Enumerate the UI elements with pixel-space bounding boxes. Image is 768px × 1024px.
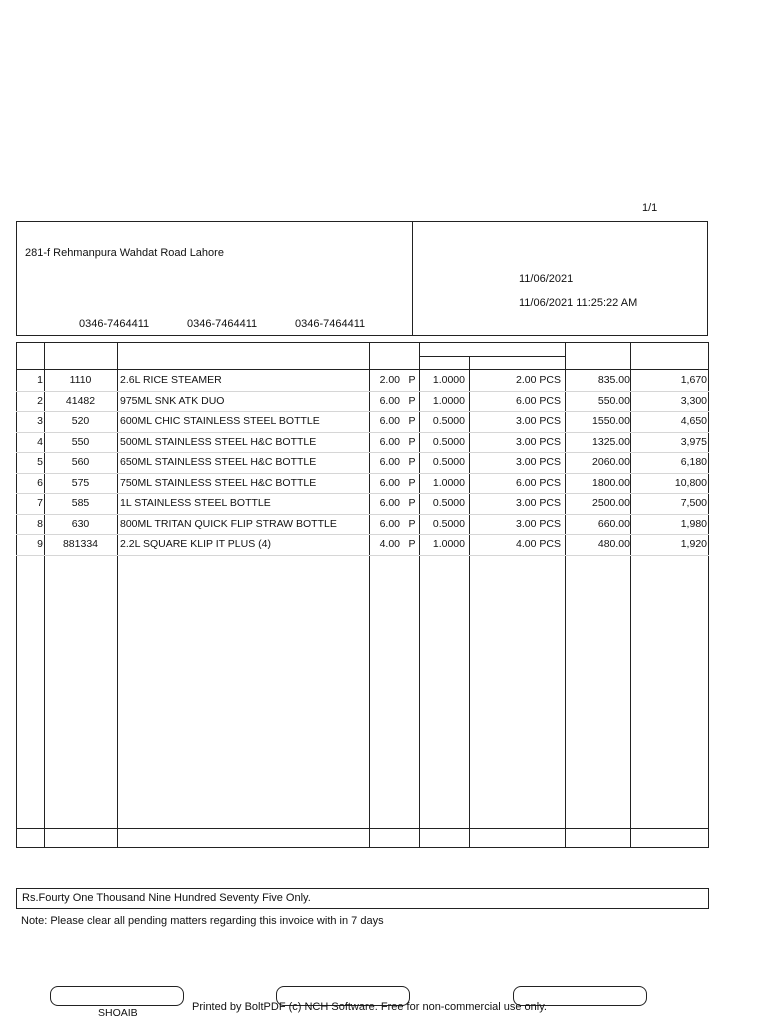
rate-cell: 550.00 — [597, 394, 630, 407]
item-description-cell: 650ML STAINLESS STEEL H&C BOTTLE — [120, 456, 317, 468]
item-description-cell: 600ML CHIC STAINLESS STEEL BOTTLE — [120, 415, 320, 427]
unit-cell: P — [408, 456, 416, 468]
unit-cell: P — [408, 415, 416, 427]
amount-cell: 10,800 — [674, 476, 707, 489]
amount-in-words: Rs.Fourty One Thousand Nine Hundred Seventy Five Only. — [16, 888, 709, 909]
printed-by-footer: Printed by BoltPDF (c) NCH Software. Free for non-commercial use only. — [192, 1001, 547, 1013]
item-description-cell: 2.6L RICE STEAMER — [120, 374, 222, 386]
quantity-cell: 2.00 — [379, 374, 400, 386]
factor-cell: 1.0000 — [432, 394, 465, 407]
serial-number-cell: 2 — [37, 394, 43, 407]
factor-cell: 1.0000 — [432, 374, 465, 386]
serial-number-cell: 8 — [37, 517, 43, 530]
rate-cell: 1550.00 — [592, 415, 630, 427]
serial-number-cell: 1 — [37, 374, 43, 386]
unit-cell: P — [408, 476, 416, 489]
item-description-cell: 500ML STAINLESS STEEL H&C BOTTLE — [120, 435, 317, 448]
item-code-cell: 520 — [71, 415, 90, 427]
quantity-cell: 6.00 — [379, 476, 400, 489]
unit-cell: P — [408, 517, 416, 530]
quantity-cell: 6.00 — [379, 435, 400, 448]
item-code-cell: 41482 — [65, 394, 96, 407]
table-row — [16, 493, 709, 513]
header-subdivider — [419, 356, 565, 357]
phone-number: 0346-7464411 — [295, 318, 366, 330]
serial-number-cell: 6 — [37, 476, 43, 489]
table-row — [16, 411, 709, 431]
payment-note: Note: Please clear all pending matters regarding this invoice with in 7 days — [21, 915, 384, 927]
item-description-cell: 2.2L SQUARE KLIP IT PLUS (4) — [120, 538, 271, 550]
pieces-cell: 6.00 PCS — [516, 476, 561, 489]
factor-cell: 0.5000 — [432, 456, 465, 468]
unit-cell: P — [408, 497, 416, 509]
unit-cell: P — [408, 538, 416, 550]
pieces-cell: 3.00 PCS — [516, 415, 561, 427]
amount-cell: 1,920 — [680, 538, 707, 550]
rate-cell: 2060.00 — [592, 456, 630, 468]
invoice-datetime: 11/06/2021 11:25:22 AM — [519, 297, 638, 309]
pieces-cell: 3.00 PCS — [516, 517, 561, 530]
table-row — [16, 370, 709, 390]
phone-numbers — [79, 318, 409, 330]
pieces-cell: 4.00 PCS — [516, 538, 561, 550]
table-row — [16, 391, 709, 411]
rate-cell: 480.00 — [597, 538, 630, 550]
item-code-cell: 575 — [71, 476, 90, 489]
row-separator — [16, 555, 709, 556]
factor-cell: 1.0000 — [432, 476, 465, 489]
rate-cell: 1325.00 — [592, 435, 630, 448]
factor-cell: 0.5000 — [432, 497, 465, 509]
item-code-cell: 630 — [71, 517, 90, 530]
serial-number-cell: 9 — [37, 538, 43, 550]
unit-cell: P — [408, 435, 416, 448]
rate-cell: 660.00 — [597, 517, 630, 530]
header-divider — [412, 221, 413, 336]
factor-cell: 1.0000 — [432, 538, 465, 550]
factor-cell: 0.5000 — [432, 517, 465, 530]
phone-number: 0346-7464411 — [79, 318, 150, 330]
table-total-row-top — [16, 828, 709, 829]
amount-cell: 1,670 — [680, 374, 707, 386]
signatory-name: SHOAIB — [98, 1007, 138, 1019]
amount-cell: 3,975 — [680, 435, 707, 448]
serial-number-cell: 5 — [37, 456, 43, 468]
quantity-cell: 6.00 — [379, 497, 400, 509]
pieces-cell: 3.00 PCS — [516, 435, 561, 448]
table-row — [16, 432, 709, 452]
table-row — [16, 473, 709, 493]
item-code-cell: 881334 — [62, 538, 99, 550]
pieces-cell: 2.00 PCS — [516, 374, 561, 386]
phone-number: 0346-7464411 — [187, 318, 258, 330]
serial-number-cell: 3 — [37, 415, 43, 427]
amount-cell: 7,500 — [680, 497, 707, 509]
pieces-cell: 3.00 PCS — [516, 497, 561, 509]
amount-cell: 1,980 — [680, 517, 707, 530]
factor-cell: 0.5000 — [432, 435, 465, 448]
factor-cell: 0.5000 — [432, 415, 465, 427]
invoice-date: 11/06/2021 — [519, 273, 574, 285]
item-description-cell: 800ML TRITAN QUICK FLIP STRAW BOTTLE — [120, 517, 337, 530]
amount-cell: 4,650 — [680, 415, 707, 427]
pieces-cell: 3.00 PCS — [516, 456, 561, 468]
amount-cell: 6,180 — [680, 456, 707, 468]
rate-cell: 1800.00 — [592, 476, 630, 489]
quantity-cell: 6.00 — [379, 517, 400, 530]
amount-cell: 3,300 — [680, 394, 707, 407]
quantity-cell: 6.00 — [379, 394, 400, 407]
company-address: 281-f Rehmanpura Wahdat Road Lahore — [25, 247, 224, 259]
rate-cell: 835.00 — [597, 374, 630, 386]
item-description-cell: 1L STAINLESS STEEL BOTTLE — [120, 497, 271, 509]
item-description-cell: 750ML STAINLESS STEEL H&C BOTTLE — [120, 476, 317, 489]
signature-box — [50, 986, 184, 1006]
pieces-cell: 6.00 PCS — [516, 394, 561, 407]
rate-cell: 2500.00 — [592, 497, 630, 509]
quantity-cell: 4.00 — [379, 538, 400, 550]
table-row — [16, 534, 709, 554]
item-code-cell: 560 — [71, 456, 90, 468]
serial-number-cell: 7 — [37, 497, 43, 509]
item-description-cell: 975ML SNK ATK DUO — [120, 394, 225, 407]
quantity-cell: 6.00 — [379, 415, 400, 427]
serial-number-cell: 4 — [37, 435, 43, 448]
unit-cell: P — [408, 374, 416, 386]
table-row — [16, 452, 709, 472]
item-code-cell: 1110 — [69, 374, 92, 386]
quantity-cell: 6.00 — [379, 456, 400, 468]
page-number: 1/1 — [642, 202, 658, 214]
item-code-cell: 550 — [71, 435, 90, 448]
table-row — [16, 514, 709, 534]
unit-cell: P — [408, 394, 416, 407]
item-code-cell: 585 — [71, 497, 90, 509]
